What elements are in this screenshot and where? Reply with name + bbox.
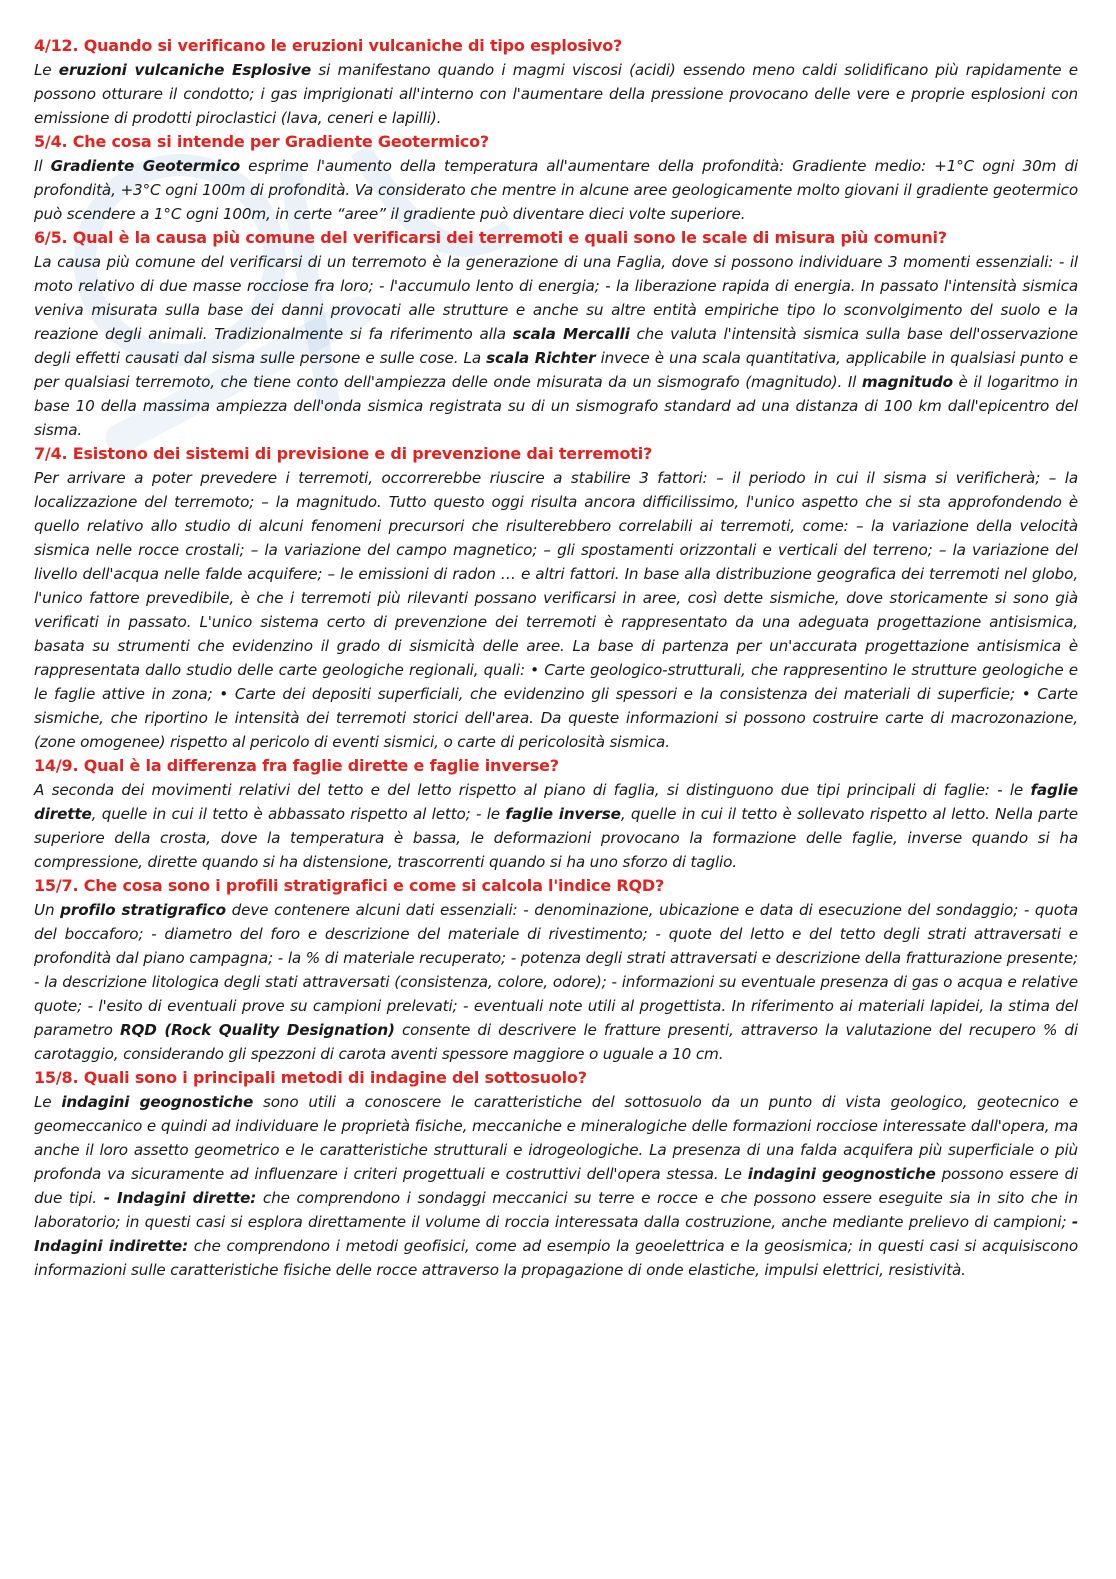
answer-text: La causa più comune del verificarsi di un terremoto è la generazione di una Faglia, dove si possono individuare 3 momenti essenziali: - il moto relativo di due masse rocciose fra loro; - l'accumulo lento di energia; - la liberazione rapida di energia. In passato l'intensità sismica veniva misurata sulla base dei danni provocati alle strutture e anche su altre entità empiriche tipo lo sconvolgimento del suolo e la reazione degli animali. Tradizionalmente si fa riferimento alla bbox=[34, 253, 1078, 343]
answer-paragraph bbox=[34, 1090, 1078, 1282]
answer-text: consente di descrivere le fratture presenti, attraverso la valutazione del recupero % di carotaggio, considerando gli spezzoni di carota aventi spessore maggiore o uguale a 10 cm. bbox=[34, 1021, 1078, 1063]
answer-bold-term: - Indagini dirette: bbox=[103, 1189, 257, 1207]
document-page bbox=[34, 34, 1078, 1282]
answer-bold-term: scala Mercalli bbox=[512, 325, 630, 343]
answer-paragraph bbox=[34, 898, 1078, 1066]
answer-bold-term: faglie inverse bbox=[505, 805, 621, 823]
question-heading: 15/7. Che cosa sono i profili stratigrafici e come si calcola l'indice RQD? bbox=[34, 876, 665, 895]
answer-bold-term: scala Richter bbox=[486, 349, 596, 367]
answer-text: , quelle in cui il tetto è sollevato rispetto al letto. Nella parte superiore della crosta, dove la temperatura è bassa, le deformazioni provocano la formazione delle faglie, inverse quando si ha compressione, dirette quando si ha distensione, trascorrenti quando si ha uno sforzo di taglio. bbox=[34, 805, 1078, 871]
answer-text: che comprendono i sondaggi meccanici su terre e rocce e che possono essere eseguite sia in sito che in laboratorio; in questi casi si esplora direttamente il volume di roccia interessata dalla costruzione, anche mediante prelievo di campioni; bbox=[34, 1189, 1078, 1231]
question-heading: 5/4. Che cosa si intende per Gradiente Geotermico? bbox=[34, 132, 490, 151]
answer-bold-term: Gradiente Geotermico bbox=[50, 157, 240, 175]
question-heading: 6/5. Qual è la causa più comune del verificarsi dei terremoti e quali sono le scale di misura più comuni? bbox=[34, 228, 947, 247]
answer-text: si manifestano quando i magmi viscosi (acidi) essendo meno caldi solidificano più rapidamente e possono otturare il condotto; i gas imprigionati all'interno con l'aumentare della pressione provocano delle vere e proprie esplosioni con emissione di prodotti piroclastici (lava, ceneri e lapilli). bbox=[34, 61, 1078, 127]
question-heading: 4/12. Quando si verificano le eruzioni vulcaniche di tipo esplosivo? bbox=[34, 36, 623, 55]
answer-text: che valuta l'intensità sismica sulla base dell'osservazione degli effetti causati dal sisma sulle persone e sulle cose. La bbox=[34, 325, 1078, 367]
answer-text: sono utili a conoscere le caratteristiche del sottosuolo da un punto di vista geologico, geotecnico e geomeccanico e quindi ad individuare le proprietà fisiche, meccaniche e mineralogiche delle formazioni rocciose interessate dall'opera, ma anche il loro assetto geometrico e le caratteristiche strutturali e idrogeologiche. La presenza di una falda acquifera più superficiale o più profonda va sicuramente ad influenzare i criteri progettuali e costruttivi dell'opera stessa. Le bbox=[34, 1093, 1079, 1183]
question-heading: 7/4. Esistono dei sistemi di previsione e di prevenzione dai terremoti? bbox=[34, 444, 653, 463]
qa-section bbox=[34, 754, 1078, 874]
qa-section bbox=[34, 442, 1078, 754]
answer-text: Un bbox=[34, 901, 61, 919]
answer-bold-term: indagini geognostiche bbox=[61, 1093, 254, 1111]
answer-bold-term: magnitudo bbox=[861, 373, 953, 391]
answer-text: invece è una scala quantitativa, applicabile in qualsiasi punto e per qualsiasi terremoto, che tiene conto dell'ampiezza delle onde misurata da un sismografo (magnitudo). Il bbox=[34, 349, 1078, 391]
answer-bold-term: RQD (Rock Quality Designation) bbox=[119, 1021, 395, 1039]
answer-text: deve contenere alcuni dati essenziali: - denominazione, ubicazione e data di esecuzione del sondaggio; - quota del boccaforo; - diametro del foro e descrizione del materiale di rivestimento; - quote del letto e del tetto degli strati attraversati e profondità dal piano campagna; - la % di materiale recuperato; - potenza degli strati attraversati e descrizione della fratturazione presente; - la descrizione litologica degli stati attraversati (consistenza, colore, odore); - informazioni su eventuale presenza di gas o acqua e relative quote; - l'esito di eventuali prove su campioni prelevati; - eventuali note utili al progettista. In riferimento ai materiali lapidei, la stima del parametro bbox=[34, 901, 1078, 1039]
answer-paragraph bbox=[34, 466, 1078, 754]
answer-text: possono essere di due tipi. bbox=[34, 1165, 1079, 1207]
answer-text: Il bbox=[34, 157, 51, 175]
answer-text: è il logaritmo in base 10 della massima ampiezza dell'onda sismica registrata su di un sismografo standard ad una distanza di 100 km dall'epicentro del sisma. bbox=[34, 373, 1078, 439]
answer-bold-term: profilo stratigrafico bbox=[60, 901, 226, 919]
answer-paragraph bbox=[34, 778, 1078, 874]
answer-text: A seconda dei movimenti relativi del tetto e del letto rispetto al piano di faglia, si distinguono due tipi principali di faglie: - le bbox=[34, 781, 1031, 799]
answer-text: Le bbox=[34, 61, 59, 79]
answer-text: esprime l'aumento della temperatura all'aumentare della profondità: Gradiente medio: +1°C ogni 30m di profondità, +3°C ogni 100m di profondità. Va considerato che mentre in alcune aree geologicamente molto giovani il gradiente geotermico può scendere a 1°C ogni 100m, in certe “aree” il gradiente può diventare dieci volte superiore. bbox=[34, 157, 1078, 223]
answer-bold-term: - Indagini indirette: bbox=[34, 1213, 1078, 1255]
qa-section bbox=[34, 1066, 1078, 1282]
answer-paragraph bbox=[34, 58, 1078, 130]
answer-paragraph bbox=[34, 154, 1078, 226]
answer-bold-term: indagini geognostiche bbox=[747, 1165, 936, 1183]
answer-text: , quelle in cui il tetto è abbassato rispetto al letto; - le bbox=[91, 805, 506, 823]
qa-section bbox=[34, 130, 1078, 226]
answer-text: Per arrivare a poter prevedere i terremoti, occorrerebbe riuscire a stabilire 3 fattori: – il periodo in cui il sisma si verificherà; – la localizzazione del terremoto; – la magnitudo. Tutto questo oggi risulta ancora difficilissimo, l'unico aspetto che si sta approfondendo è quello relativo allo studio di alcuni fenomeni precursori che risulterebbero correlabili ai terremoti, come: – la variazione della velocità sismica nelle rocce crostali; – la variazione del campo magnetico; – gli spostamenti orizzontali e verticali del terreno; – la variazione del livello dell'acqua nelle falde acquifere; – le emissioni di radon … e altri fattori. In base alla distribuzione geografica dei terremoti nel globo, l'unico fattore prevedibile, è che i terremoti più rilevanti possano verificarsi in aree, così dette sismiche, dove storicamente si sono già verificati in passato. L'unico sistema certo di prevenzione dei terremoti è rappresentato da una adeguata progettazione antisismica, basata su strumenti che evidenzino il grado di sismicità delle aree. La base di partenza per un'accurata progettazione antisismica è rappresentata dallo studio delle carte geologiche regionali, quali: • Carte geologico-strutturali, che rappresentino le strutture geologiche e le faglie attive in zona; • Carte dei depositi superficiali, che evidenzino gli spessori e la consistenza dei materiali di superficie; • Carte sismiche, che riportino le intensità dei terremoti storici dell'area. Da queste informazioni si possono costruire carte di macrozonazione, (zone omogenee) rispetto al pericolo di eventi sismici, o carte di pericolosità sismica. bbox=[34, 469, 1078, 751]
answer-bold-term: faglie dirette bbox=[34, 781, 1078, 823]
qa-section bbox=[34, 226, 1078, 442]
answer-bold-term: eruzioni vulcaniche Esplosive bbox=[58, 61, 312, 79]
qa-section bbox=[34, 874, 1078, 1066]
question-heading: 14/9. Qual è la differenza fra faglie dirette e faglie inverse? bbox=[34, 756, 559, 775]
qa-section bbox=[34, 34, 1078, 130]
answer-text: Le bbox=[34, 1093, 62, 1111]
answer-paragraph bbox=[34, 250, 1078, 442]
answer-text: che comprendono i metodi geofisici, come ad esempio la geoelettrica e la geosismica; in questi casi si acquisiscono informazioni sulle caratteristiche fisiche delle rocce attraverso la propagazione di onde elastiche, impulsi elettrici, resistività. bbox=[34, 1237, 1078, 1279]
question-heading: 15/8. Quali sono i principali metodi di indagine del sottosuolo? bbox=[34, 1068, 587, 1087]
